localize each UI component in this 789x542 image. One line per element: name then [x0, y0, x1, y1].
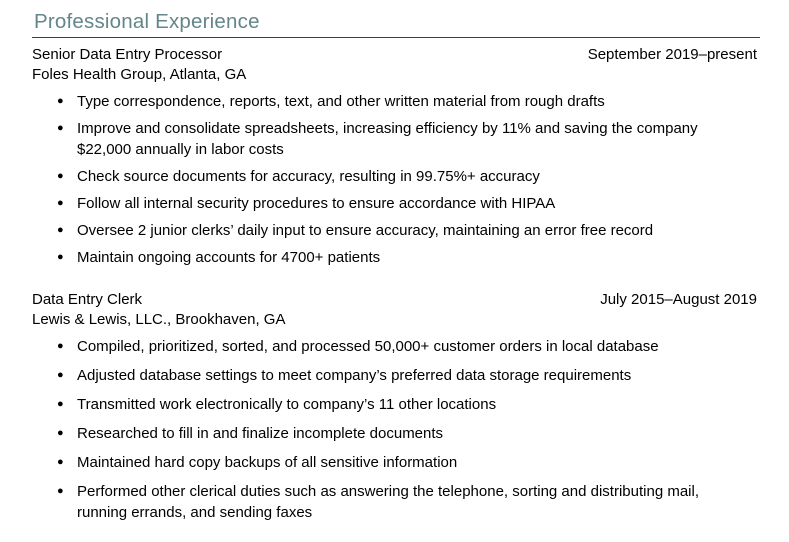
job-employer: Lewis & Lewis, LLC., Brookhaven, GA: [32, 310, 286, 328]
list-item: [32, 193, 717, 214]
experience-entry: [32, 45, 760, 268]
list-item: [32, 452, 702, 473]
section-divider: [32, 37, 760, 38]
list-item-text: Check source documents for accuracy, resulting in 99.75%+ accuracy: [77, 167, 540, 185]
list-item-text: Follow all internal security procedures to ensure accordance with HIPAA: [77, 194, 556, 212]
list-item-text: Oversee 2 junior clerks’ daily input to ensure accuracy, maintaining an error free record: [77, 221, 654, 239]
list-item: [32, 365, 702, 386]
list-item-text: Adjusted database settings to meet company’s preferred data storage requirements: [77, 366, 632, 384]
bullet-icon: ●: [57, 223, 64, 236]
list-item: [32, 118, 717, 160]
list-item-text: Transmitted work electronically to company’s 11 other locations: [77, 395, 497, 413]
job-dates: September 2019–present: [587, 45, 757, 63]
experience-entry-header: [32, 290, 757, 310]
bullet-icon: ●: [57, 196, 64, 209]
list-item: [32, 166, 717, 187]
list-item-text: Type correspondence, reports, text, and other written material from rough drafts: [77, 92, 605, 110]
list-item: [32, 481, 702, 523]
bullet-icon: ●: [57, 397, 64, 410]
list-item: [32, 423, 702, 444]
job-responsibilities-list: [32, 336, 760, 523]
list-item-text: Performed other clerical duties such as answering the telephone, sorting and distributing mail, running errands, and sending faxes: [77, 482, 700, 521]
experience-entry: [32, 290, 760, 523]
bullet-icon: ●: [57, 169, 64, 182]
bullet-icon: ●: [57, 250, 64, 263]
list-item-text: Maintain ongoing accounts for 4700+ patients: [77, 248, 381, 266]
list-item-text: Maintained hard copy backups of all sensitive information: [77, 453, 458, 471]
bullet-icon: ●: [57, 368, 64, 381]
job-title: Data Entry Clerk: [32, 290, 143, 308]
job-responsibilities-list: [32, 91, 760, 268]
list-item-text: Researched to fill in and finalize incomplete documents: [77, 424, 444, 442]
bullet-icon: ●: [57, 484, 64, 497]
list-item: [32, 336, 702, 357]
section-header: [32, 10, 760, 38]
list-item: [32, 247, 717, 268]
job-dates: July 2015–August 2019: [600, 290, 757, 308]
bullet-icon: ●: [57, 339, 64, 352]
list-item-text: Compiled, prioritized, sorted, and processed 50,000+ customer orders in local database: [77, 337, 659, 355]
bullet-icon: ●: [57, 94, 64, 107]
job-employer: Foles Health Group, Atlanta, GA: [32, 65, 247, 83]
experience-entry-header: [32, 45, 757, 65]
page-title: Professional Experience: [34, 10, 260, 33]
bullet-icon: ●: [57, 426, 64, 439]
list-item: [32, 394, 702, 415]
list-item: [32, 91, 717, 112]
list-item-text: Improve and consolidate spreadsheets, increasing efficiency by 11% and saving the company $22,000 annually in labor costs: [77, 119, 698, 158]
job-title: Senior Data Entry Processor: [32, 45, 223, 63]
list-item: [32, 220, 717, 241]
bullet-icon: ●: [57, 121, 64, 134]
bullet-icon: ●: [57, 455, 64, 468]
